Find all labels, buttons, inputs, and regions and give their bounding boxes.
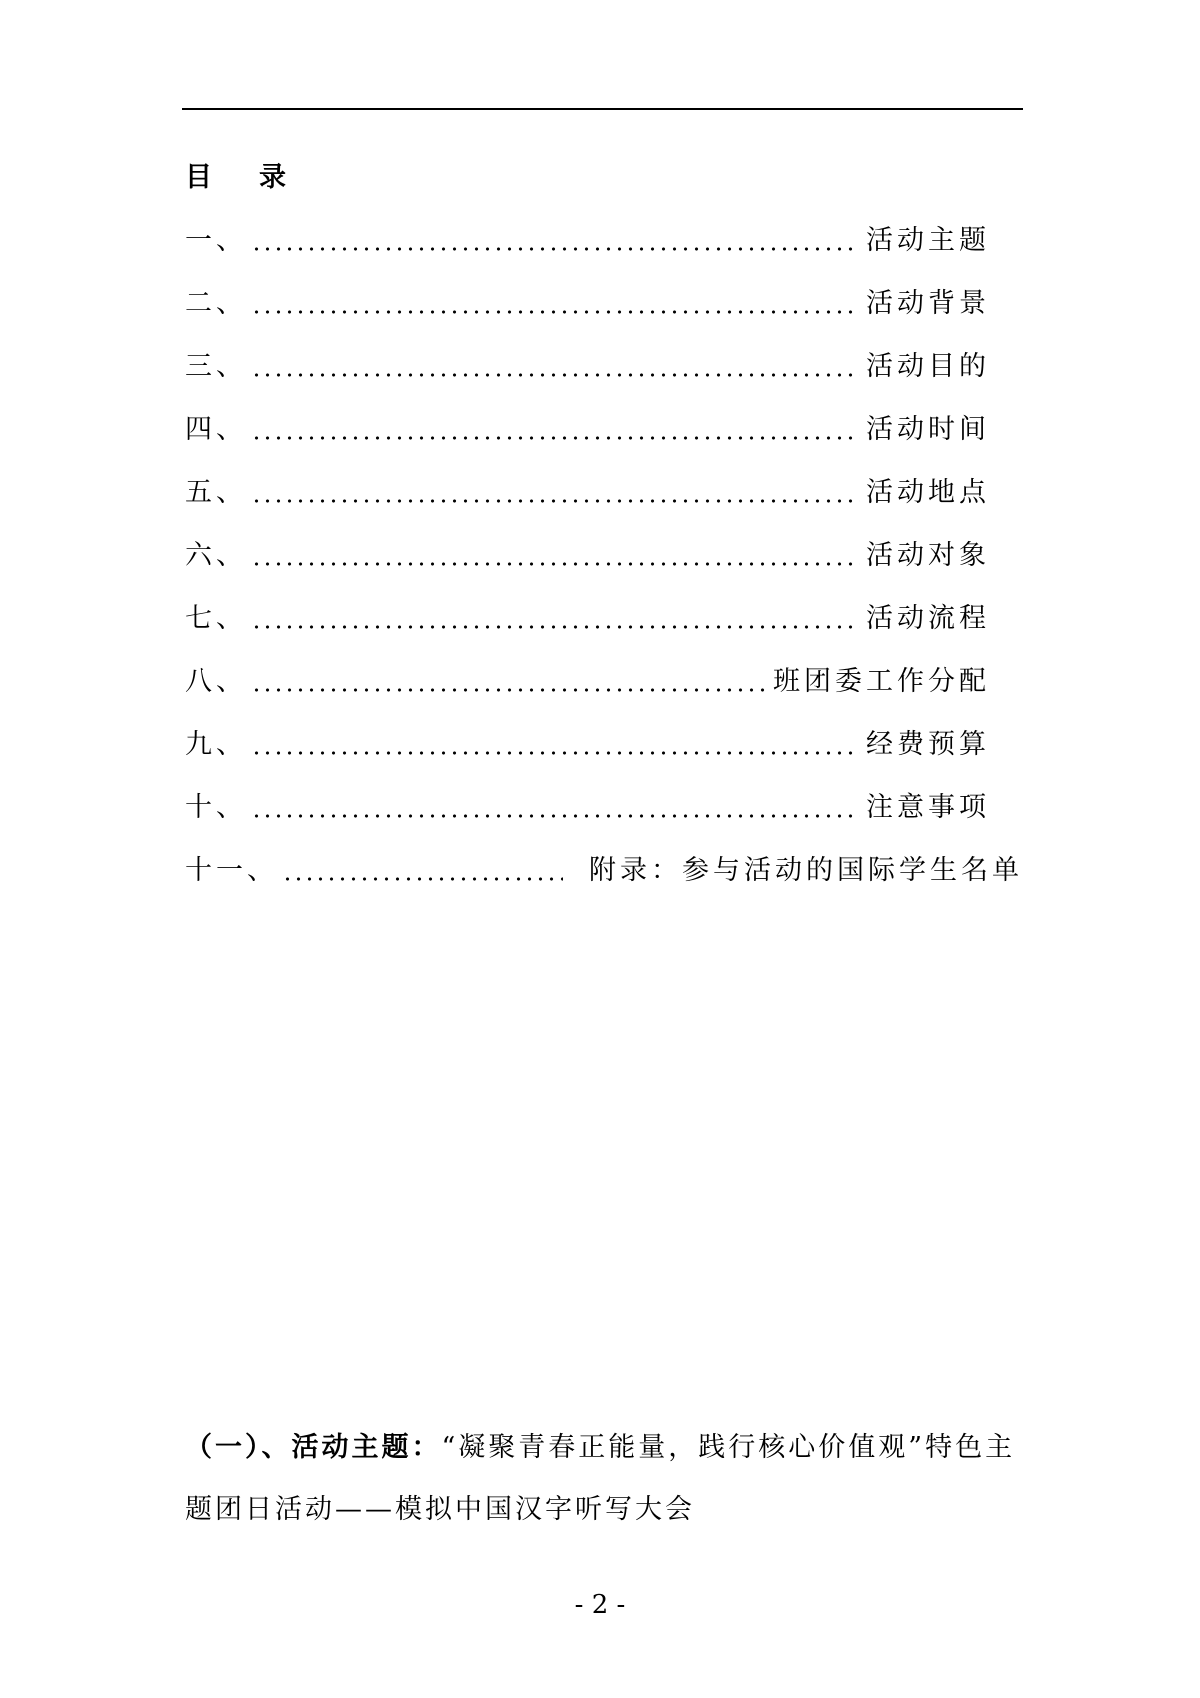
toc-entry-title: 经费预算 — [866, 729, 990, 760]
toc-dot-leader — [251, 524, 860, 587]
table-of-contents — [185, 209, 1023, 902]
toc-entry-number: 十、 — [185, 792, 247, 823]
toc-dot-leader — [282, 839, 563, 902]
toc-entry-number: 九、 — [185, 729, 247, 760]
toc-entry-number: 五、 — [185, 477, 247, 508]
toc-entry-title: 活动主题 — [866, 225, 990, 256]
toc-entry — [185, 776, 1023, 839]
toc-dot-leader — [251, 209, 860, 272]
toc-entry — [185, 650, 1023, 713]
toc-dot-leader — [251, 650, 767, 713]
toc-heading: 目 录 — [185, 162, 296, 193]
toc-dot-leader — [251, 776, 860, 839]
toc-dot-leader — [251, 335, 860, 398]
toc-entry — [185, 587, 1023, 650]
toc-dot-leader — [251, 398, 860, 461]
toc-entry — [185, 335, 1023, 398]
toc-entry-number: 二、 — [185, 288, 247, 319]
toc-entry-title: 附录：参与活动的国际学生名单 — [589, 855, 1023, 886]
toc-dot-leader — [251, 272, 860, 335]
toc-dot-leader — [251, 461, 860, 524]
toc-entry — [185, 209, 1023, 272]
toc-entry-title: 活动流程 — [866, 603, 990, 634]
toc-entry-title: 活动背景 — [866, 288, 990, 319]
toc-entry — [185, 839, 1023, 902]
toc-entry-number: 六、 — [185, 540, 247, 571]
toc-entry — [185, 272, 1023, 335]
toc-entry-title: 活动目的 — [866, 351, 990, 382]
toc-entry — [185, 461, 1023, 524]
toc-dot-leader — [251, 713, 860, 776]
section-activity-theme — [185, 1417, 1023, 1541]
toc-entry-number: 四、 — [185, 414, 247, 445]
page-number: - 2 - — [574, 1590, 626, 1620]
toc-dot-leader — [251, 587, 860, 650]
toc-entry-title: 活动对象 — [866, 540, 990, 571]
toc-entry-title: 活动地点 — [866, 477, 990, 508]
toc-entry-title: 注意事项 — [866, 792, 990, 823]
section-text: “凝聚青春正能量，践行核心价值观”特色主题团日活动——模拟中国汉字听写大会 — [185, 1432, 1016, 1525]
toc-entry — [185, 713, 1023, 776]
section-label: （一）、活动主题： — [185, 1432, 442, 1463]
toc-entry-title: 活动时间 — [866, 414, 990, 445]
toc-entry-number: 十一、 — [185, 855, 278, 886]
toc-entry-number: 七、 — [185, 603, 247, 634]
toc-entry — [185, 398, 1023, 461]
toc-entry-number: 一、 — [185, 225, 247, 256]
header-rule — [182, 108, 1023, 110]
toc-entry-title: 班团委工作分配 — [773, 666, 990, 697]
toc-entry-number: 三、 — [185, 351, 247, 382]
toc-entry-number: 八、 — [185, 666, 247, 697]
toc-entry — [185, 524, 1023, 587]
